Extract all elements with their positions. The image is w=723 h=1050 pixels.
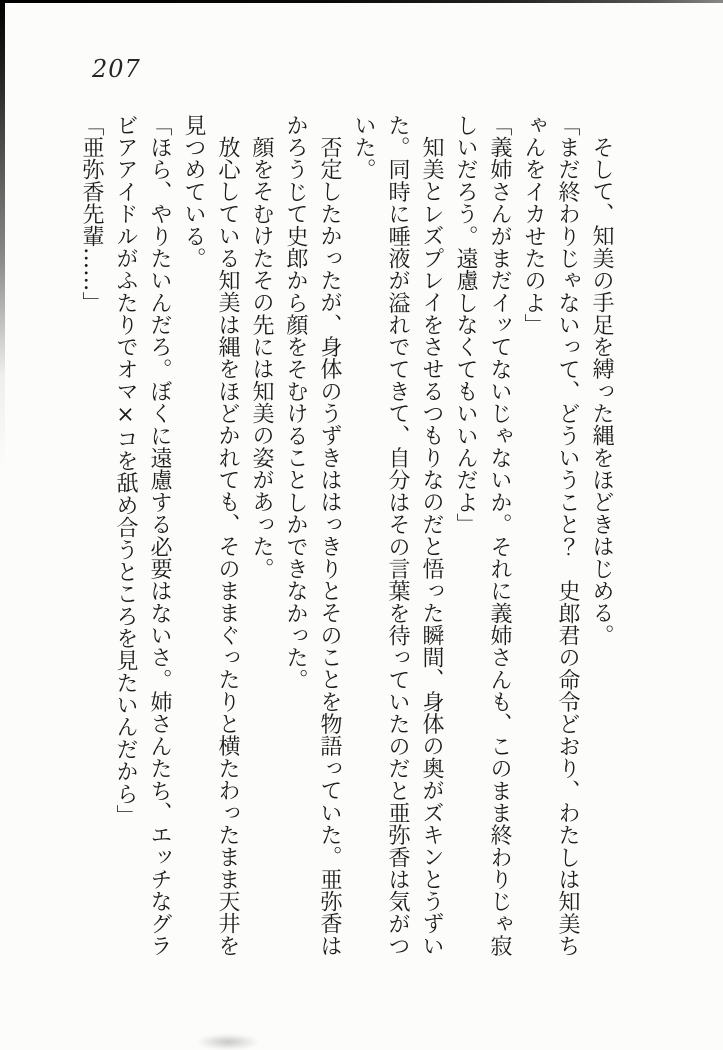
paragraph-narration: 知美とレズプレイをさせるつもりなのだと悟った瞬間、身体の奥がズキンとうずいた。同時に唾液が溢れでてきて、自分はその言葉を待っていたのだと亜弥香は気がついた。 (351, 114, 444, 957)
paragraph-narration: 放心している知美は縄をほどかれても、そのままぐったりと横たわったまま天井を見つめている。 (181, 114, 240, 957)
scan-smudge-artifact (198, 1034, 258, 1050)
paragraph-dialogue: 「亜弥香先輩……」 (79, 114, 104, 314)
paragraph-dialogue: 「義姉さんがまだイッてないじゃないか。それに義姉さんも、このまま終わりじゃ寂しいだろう。遠慮しなくてもいいんだよ」 (453, 114, 512, 957)
scan-edge-left-artifact (0, 0, 5, 470)
body-text (74, 114, 618, 958)
paragraph-narration: 顔をそむけたその先には知美の姿があった。 (249, 136, 274, 580)
paragraph-narration: 否定したかったが、身体のうずきははっきりとそのことを物語っていた。亜弥香はかろうじて史郎から顔をそむけることしかできなかった。 (283, 114, 342, 957)
paragraph-dialogue: 「ほら、やりたいんだろ。ぼくに遠慮する必要はないさ。姉さんたち、エッチなグラビアアイドルがふたりでオマ×コを舐め合うところを見たいんだから」 (113, 114, 172, 957)
paragraph-narration: そして、知美の手足を縛った縄をほどきはじめる。 (589, 136, 614, 647)
scan-edge-top-artifact (0, 0, 723, 3)
paragraph-dialogue: 「まだ終わりじゃないって、どういうこと？ 史郎君の命令どおり、わたしは知美ちゃんをイカせたのよ」 (521, 114, 580, 957)
page-number: 207 (92, 55, 141, 83)
